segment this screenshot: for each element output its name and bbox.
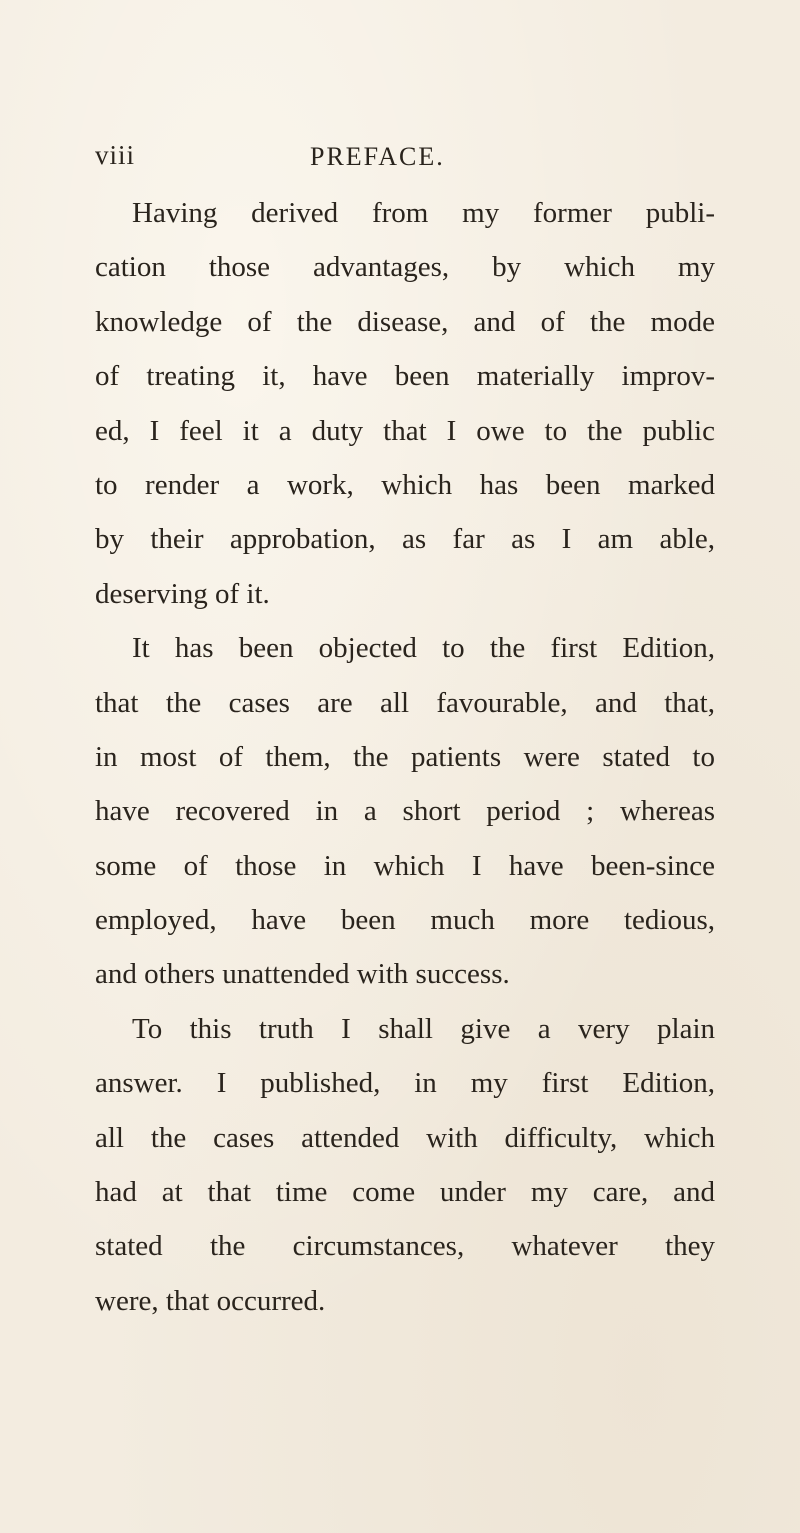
text-line: To this truth I shall give a very plain: [132, 1012, 715, 1045]
text-line: have recovered in a short period ; whereas: [95, 795, 715, 828]
text-line: of treating it, have been materially improv-: [95, 360, 715, 393]
text-line: ed, I feel it a duty that I owe to the public: [95, 414, 715, 447]
text-line: had at that time come under my care, and: [95, 1176, 715, 1209]
text-line: Having derived from my former publi-: [132, 197, 715, 229]
text-line: all the cases attended with difficulty, which: [95, 1121, 715, 1154]
text-line: It has been objected to the first Edition,: [132, 632, 715, 665]
running-head: [95, 140, 715, 180]
text-line: to render a work, which has been marked: [95, 468, 715, 501]
text-line: knowledge of the disease, and of the mode: [95, 305, 715, 338]
text-line: and others unattended with success.: [95, 958, 510, 991]
text-line: deserving of it.: [95, 577, 270, 610]
text-line: by their approbation, as far as I am able,: [95, 523, 715, 556]
text-line: that the cases are all favourable, and that,: [95, 686, 715, 719]
text-line: answer. I published, in my first Edition,: [95, 1067, 715, 1100]
running-title: PREFACE.: [310, 142, 445, 171]
text-line: in most of them, the patients were stated to: [95, 740, 715, 773]
text-line: employed, have been much more tedious,: [95, 904, 715, 937]
preface-body: [95, 186, 715, 1328]
text-line: stated the circumstances, whatever they: [95, 1230, 715, 1263]
text-line: cation those advantages, by which my: [95, 251, 715, 284]
page-number: viii: [95, 140, 136, 170]
text-line: were, that occurred.: [95, 1284, 326, 1317]
text-line: some of those in which I have been-since: [95, 849, 715, 882]
